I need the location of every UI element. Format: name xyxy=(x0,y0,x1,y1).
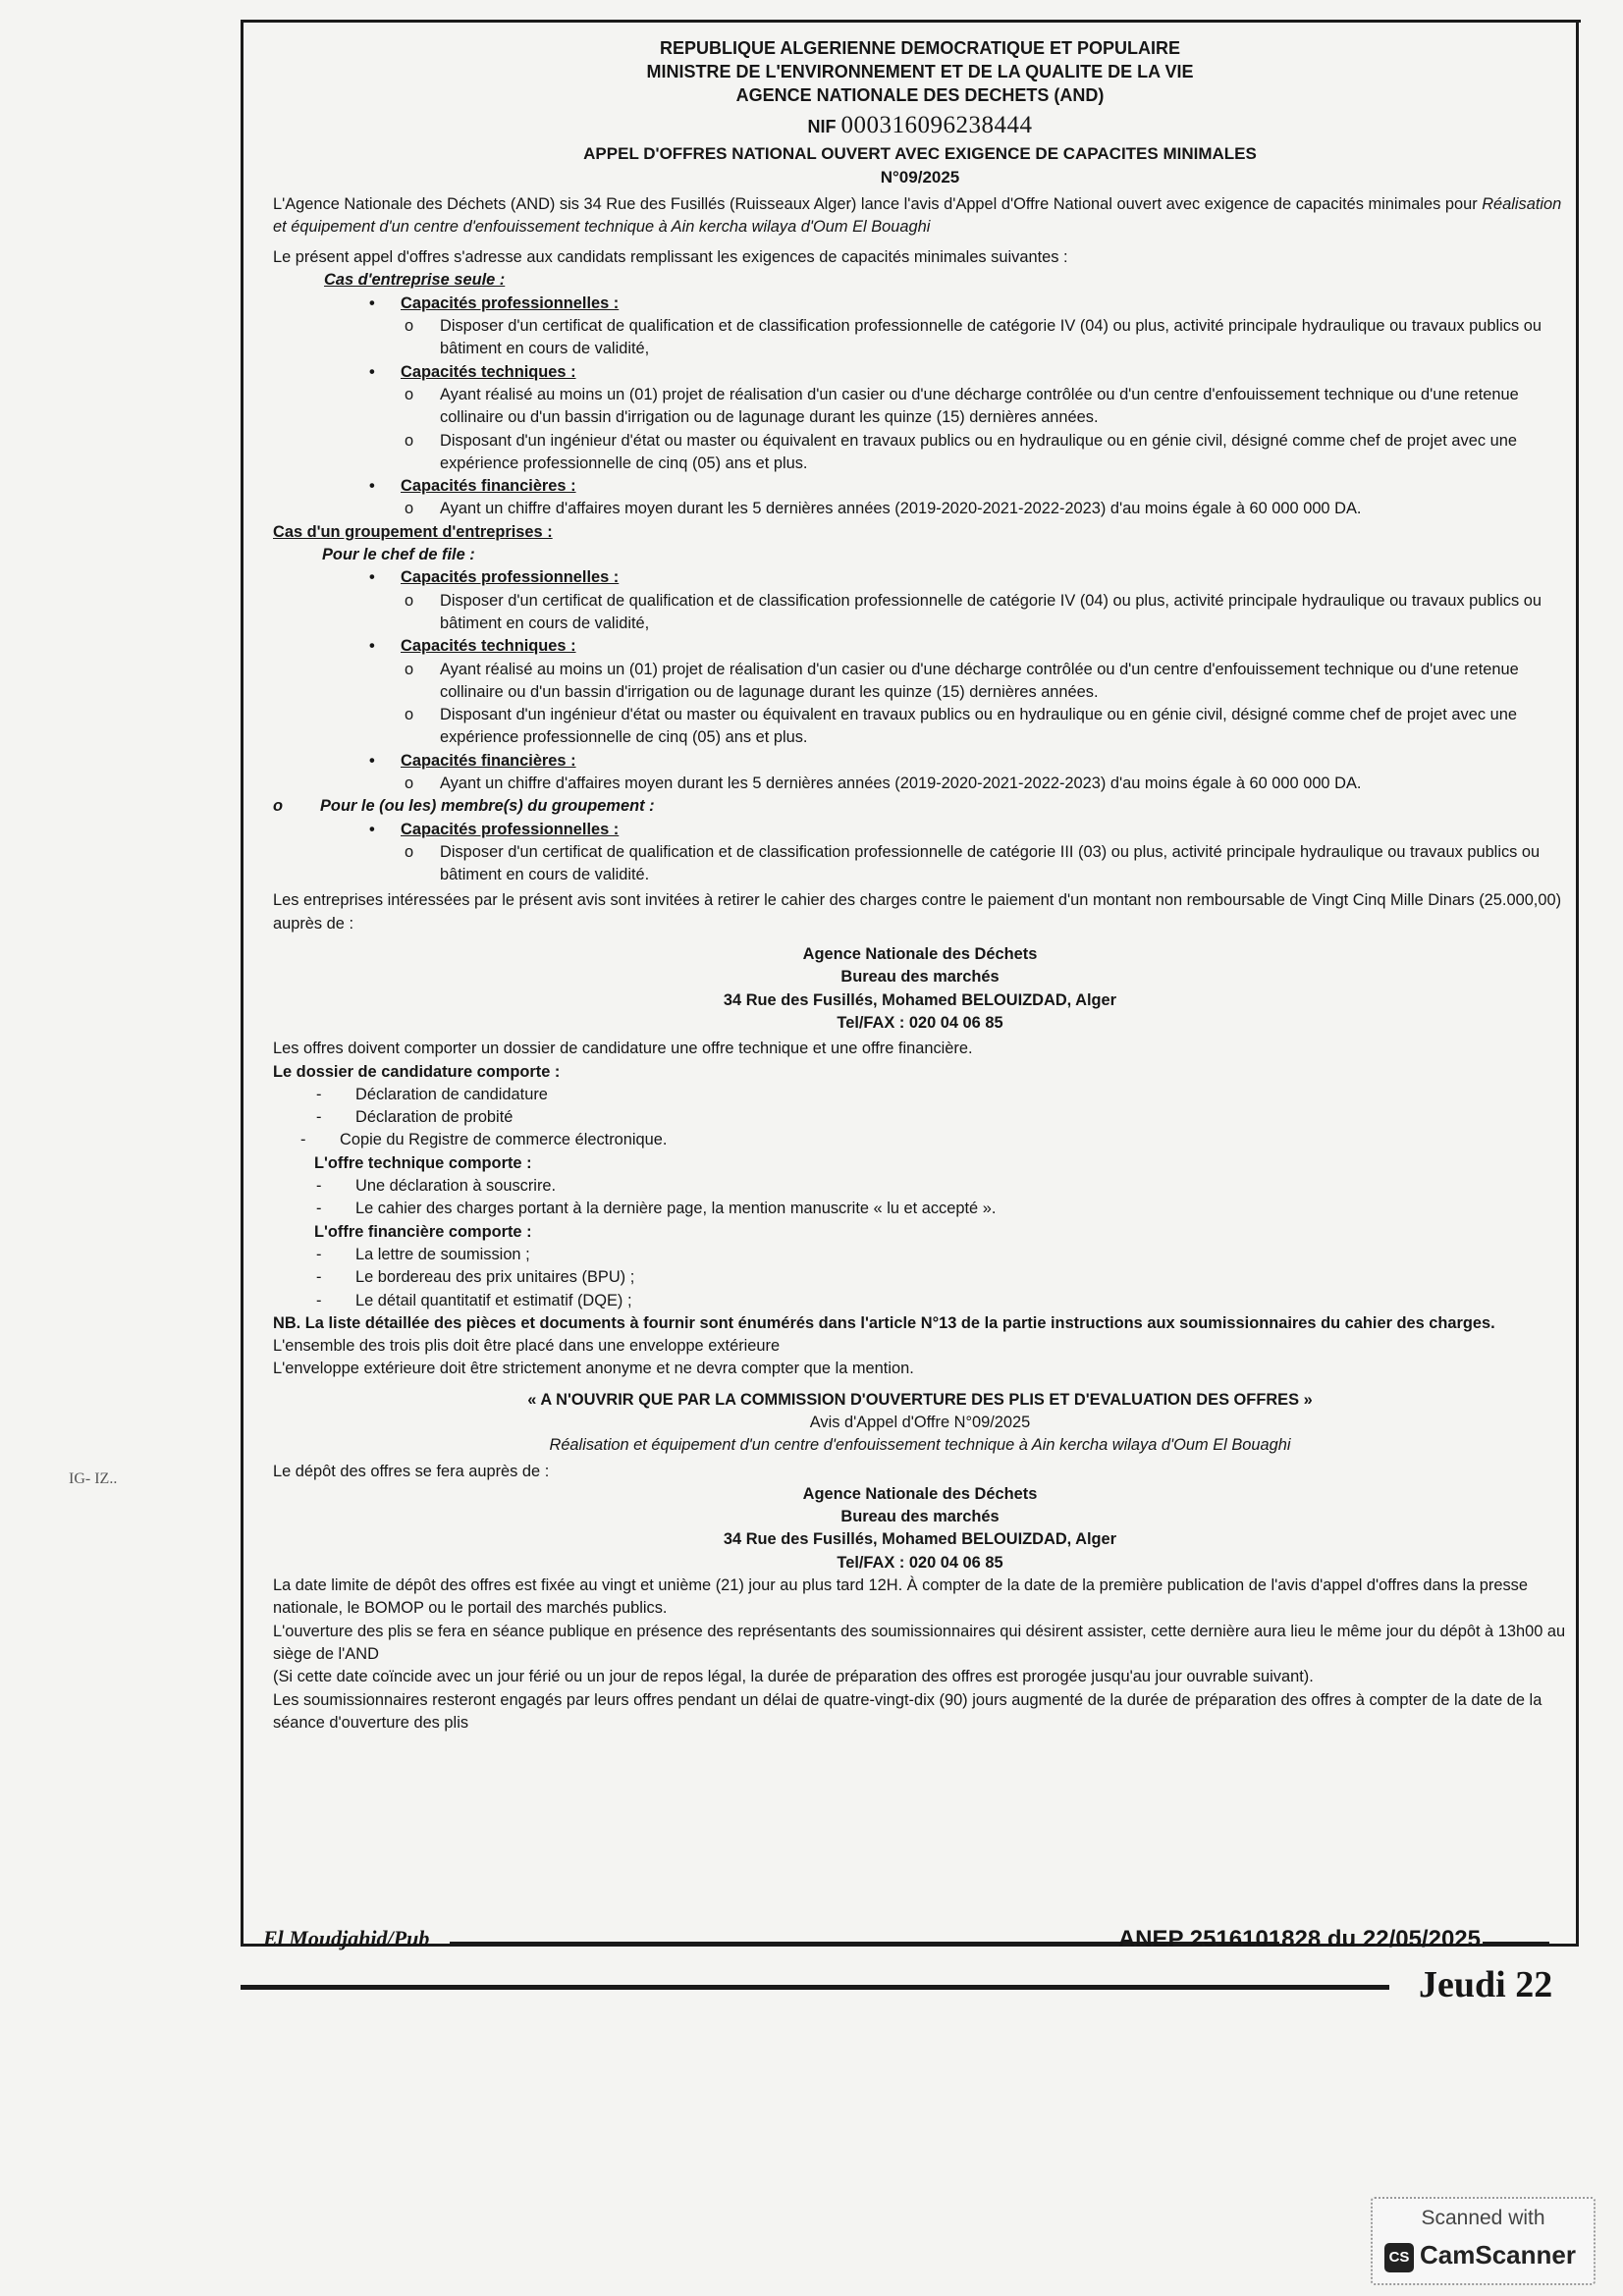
case2-members-prof-item: o Disposer d'un certificat de qualification et de classification professionnelle de catégorie III (03) ou plus, activité principale hydraulique ou travaux publics ou bâtiment en cours de validité. xyxy=(440,841,1567,887)
fin-offer-title: L'offre financière comporte : xyxy=(314,1222,532,1241)
dossier-item-3: - Copie du Registre de commerce électronique. xyxy=(340,1129,1567,1151)
case1-fin-item: o Ayant un chiffre d'affaires moyen durant les 5 dernières années (2019-2020-2021-2022-2023) d'au moins égale à 60 000 000 DA. xyxy=(440,498,1567,520)
header-nif xyxy=(273,108,1567,143)
bottom-rule xyxy=(241,1985,1389,1990)
intro-requirements: Le présent appel d'offres s'adresse aux candidats remplissant les exigences de capacités minimales suivantes : xyxy=(273,248,1068,267)
withdrawal-addr1: Agence Nationale des Déchets xyxy=(802,945,1038,964)
withdrawal-addr3: 34 Rue des Fusillés, Mohamed BELOUIZDAD, Alger xyxy=(723,990,1117,1009)
dossier-item-2: - Déclaration de probité xyxy=(355,1106,1567,1129)
footer-anep: ANEP 2516101828 du 22/05/2025 xyxy=(1117,1926,1481,1952)
header-republic: REPUBLIQUE ALGERIENNE DEMOCRATIQUE ET POPULAIRE xyxy=(659,38,1181,58)
case2-tech-item1: o Ayant réalisé au moins un (01) projet de réalisation d'un casier ou d'une décharge contrôlée ou d'un centre d'enfouissement technique ou d'une retenue collinaire ou d'un bassin d'irrigation ou de lagunage durant les quinze (15) dernières années. xyxy=(440,659,1567,705)
nif-value: 000316096238444 xyxy=(840,111,1033,138)
case2-fin-title: • Capacités financières : xyxy=(401,750,1567,773)
dossier-title: Le dossier de candidature comporte : xyxy=(273,1062,561,1081)
mention-line2: Avis d'Appel d'Offre N°09/2025 xyxy=(809,1414,1031,1431)
page-day: Jeudi 22 xyxy=(1419,1964,1553,2005)
header-agency: AGENCE NATIONALE DES DECHETS (AND) xyxy=(735,84,1105,105)
tech-offer-title: L'offre technique comporte : xyxy=(314,1153,532,1172)
withdrawal-addr4: Tel/FAX : 020 04 06 85 xyxy=(837,1013,1003,1032)
footer-source: El Moudjahid/Pub xyxy=(263,1926,430,1950)
deposit-addr3: 34 Rue des Fusillés, Mohamed BELOUIZDAD, Alger xyxy=(723,1530,1117,1549)
case2-fin-item: o Ayant un chiffre d'affaires moyen durant les 5 dernières années (2019-2020-2021-2022-2023) d'au moins égale à 60 000 000 DA. xyxy=(440,773,1567,795)
mention-line3: Réalisation et équipement d'un centre d'enfouissement technique à Ain kercha wilaya d'Oum El Bouaghi xyxy=(549,1436,1291,1455)
case1-tech-title: • Capacités techniques : xyxy=(401,361,1567,384)
case1-tech-item1: o Ayant réalisé au moins un (01) projet de réalisation d'un casier ou d'une décharge contrôlée ou d'un centre d'enfouissement technique ou d'une retenue collinaire ou d'un bassin d'irrigation ou de lagunage durant les quinze (15) dernières années. xyxy=(440,384,1567,430)
case2-prof-title: • Capacités professionnelles : xyxy=(401,566,1567,589)
case2-title: Cas d'un groupement d'entreprises : xyxy=(273,522,553,541)
case1-prof-item: o Disposer d'un certificat de qualification et de classification professionnelle de catégorie IV (04) ou plus, activité principale hydraulique ou travaux publics ou bâtiment en cours de validité, xyxy=(440,315,1567,361)
case2-tech-title: • Capacités techniques : xyxy=(401,635,1567,658)
deposit-validity: Les soumissionnaires resteront engagés par leurs offres pendant un délai de quatre-vingt-dix (90) jours augmenté de la durée de préparation des offres à compter de la date de la séance d'ouverture des plis xyxy=(273,1690,1542,1732)
case2-tech-item2: o Disposant d'un ingénieur d'état ou master ou équivalent en travaux publics ou en hydraulique ou en génie civil, désigné comme chef de projet avec une expérience professionnelle de cinq (05) ans et plus. xyxy=(440,704,1567,750)
camscanner-watermark xyxy=(1371,2197,1596,2285)
scanner-label: Scanned with xyxy=(1421,2207,1545,2229)
deposit-opening: L'ouverture des plis se fera en séance publique en présence des représentants des soumissionnaires qui désirent assister, cette dernière aura lieu le même jour du dépôt à 13h00 au siège de l'AND xyxy=(273,1622,1566,1663)
camscanner-logo-icon: CS xyxy=(1384,2243,1414,2272)
fin-offer-item-3: - Le détail quantitatif et estimatif (DQE) ; xyxy=(355,1290,1567,1312)
case1-title: Cas d'entreprise seule : xyxy=(324,271,506,290)
nif-label: NIF xyxy=(807,116,837,136)
tender-title: APPEL D'OFFRES NATIONAL OUVERT AVEC EXIGENCE DE CAPACITES MINIMALES xyxy=(583,144,1257,164)
withdrawal-text: Les entreprises intéressées par le présent avis sont invitées à retirer le cahier des charges contre le paiement d'un montant non remboursable de Vingt Cinq Mille Dinars (25.000,00) auprès de : xyxy=(273,891,1562,933)
intro-project: Réalisation et équipement d'un centre d'enfouissement technique à Ain kercha wilaya d'Oum El Bouaghi xyxy=(273,194,1562,236)
offers-intro: Les offres doivent comporter un dossier de candidature une offre technique et une offre financière. xyxy=(273,1040,973,1058)
case2-prof-item: o Disposer d'un certificat de qualification et de classification professionnelle de catégorie IV (04) ou plus, activité principale hydraulique ou travaux publics ou bâtiment en cours de validité, xyxy=(440,590,1567,636)
margin-note: IG- IZ.. xyxy=(69,1470,118,1487)
case2-leader-title: Pour le chef de file : xyxy=(322,546,475,564)
deposit-addr2: Bureau des marchés xyxy=(840,1508,1000,1526)
case2-members-title: o Pour le (ou les) membre(s) du groupement : xyxy=(320,795,1567,818)
tech-offer-item-1: - Une déclaration à souscrire. xyxy=(355,1175,1567,1198)
case1-prof-title: • Capacités professionnelles : xyxy=(401,293,1567,315)
case2-members-prof-title: • Capacités professionnelles : xyxy=(401,819,1567,841)
tender-number: N°09/2025 xyxy=(880,168,960,187)
deposit-holiday: (Si cette date coïncide avec un jour férié ou un jour de repos légal, la durée de préparation des offres est prorogée jusqu'au jour ouvrable suivant). xyxy=(273,1668,1314,1686)
envelope-note-2: L'enveloppe extérieure doit être strictement anonyme et ne devra compter que la mention. xyxy=(273,1360,914,1378)
deposit-intro: Le dépôt des offres se fera auprès de : xyxy=(273,1462,550,1480)
envelope-note-1: L'ensemble des trois plis doit être placé dans une enveloppe extérieure xyxy=(273,1337,781,1356)
scanner-brand: CamScanner xyxy=(1420,2240,1576,2269)
deposit-addr4: Tel/FAX : 020 04 06 85 xyxy=(837,1553,1003,1572)
fin-offer-item-1: - La lettre de soumission ; xyxy=(355,1244,1567,1266)
withdrawal-addr2: Bureau des marchés xyxy=(840,968,1000,987)
intro-text: L'Agence Nationale des Déchets (AND) sis 34 Rue des Fusillés (Ruisseaux Alger) lance l'avis d'Appel d'Offre National ouvert avec exigence de capacités minimales pour xyxy=(273,194,1483,213)
case1-tech-item2: o Disposant d'un ingénieur d'état ou master ou équivalent en travaux publics ou en hydraulique ou en génie civil, désigné comme chef de projet avec une expérience professionnelle de cinq (05) ans et plus. xyxy=(440,430,1567,476)
header-ministry: MINISTRE DE L'ENVIRONNEMENT ET DE LA QUALITE DE LA VIE xyxy=(646,61,1194,81)
footer-rule-right xyxy=(1483,1942,1549,1944)
nb-note: NB. La liste détaillée des pièces et documents à fournir sont énumérés dans l'article N°13 de la partie instructions aux soumissionnaires du cahier des charges. xyxy=(273,1313,1495,1332)
intro-paragraph xyxy=(273,193,1567,240)
case1-fin-title: • Capacités financières : xyxy=(401,475,1567,498)
mention-line1: « A N'OUVRIR QUE PAR LA COMMISSION D'OUVERTURE DES PLIS ET D'EVALUATION DES OFFRES » xyxy=(527,1390,1313,1409)
dossier-item-1: - Déclaration de candidature xyxy=(355,1084,1567,1106)
deposit-addr1: Agence Nationale des Déchets xyxy=(802,1484,1038,1503)
announcement-body xyxy=(273,37,1567,1735)
tech-offer-item-2: - Le cahier des charges portant à la dernière page, la mention manuscrite « lu et accepté ». xyxy=(355,1198,1567,1220)
deposit-deadline: La date limite de dépôt des offres est fixée au vingt et unième (21) jour au plus tard 12H. À compter de la date de la première publication de l'avis d'appel d'offres dans la presse nationale, le BOMOP ou le portail des marchés publics. xyxy=(273,1576,1528,1618)
fin-offer-item-2: - Le bordereau des prix unitaires (BPU) ; xyxy=(355,1266,1567,1289)
